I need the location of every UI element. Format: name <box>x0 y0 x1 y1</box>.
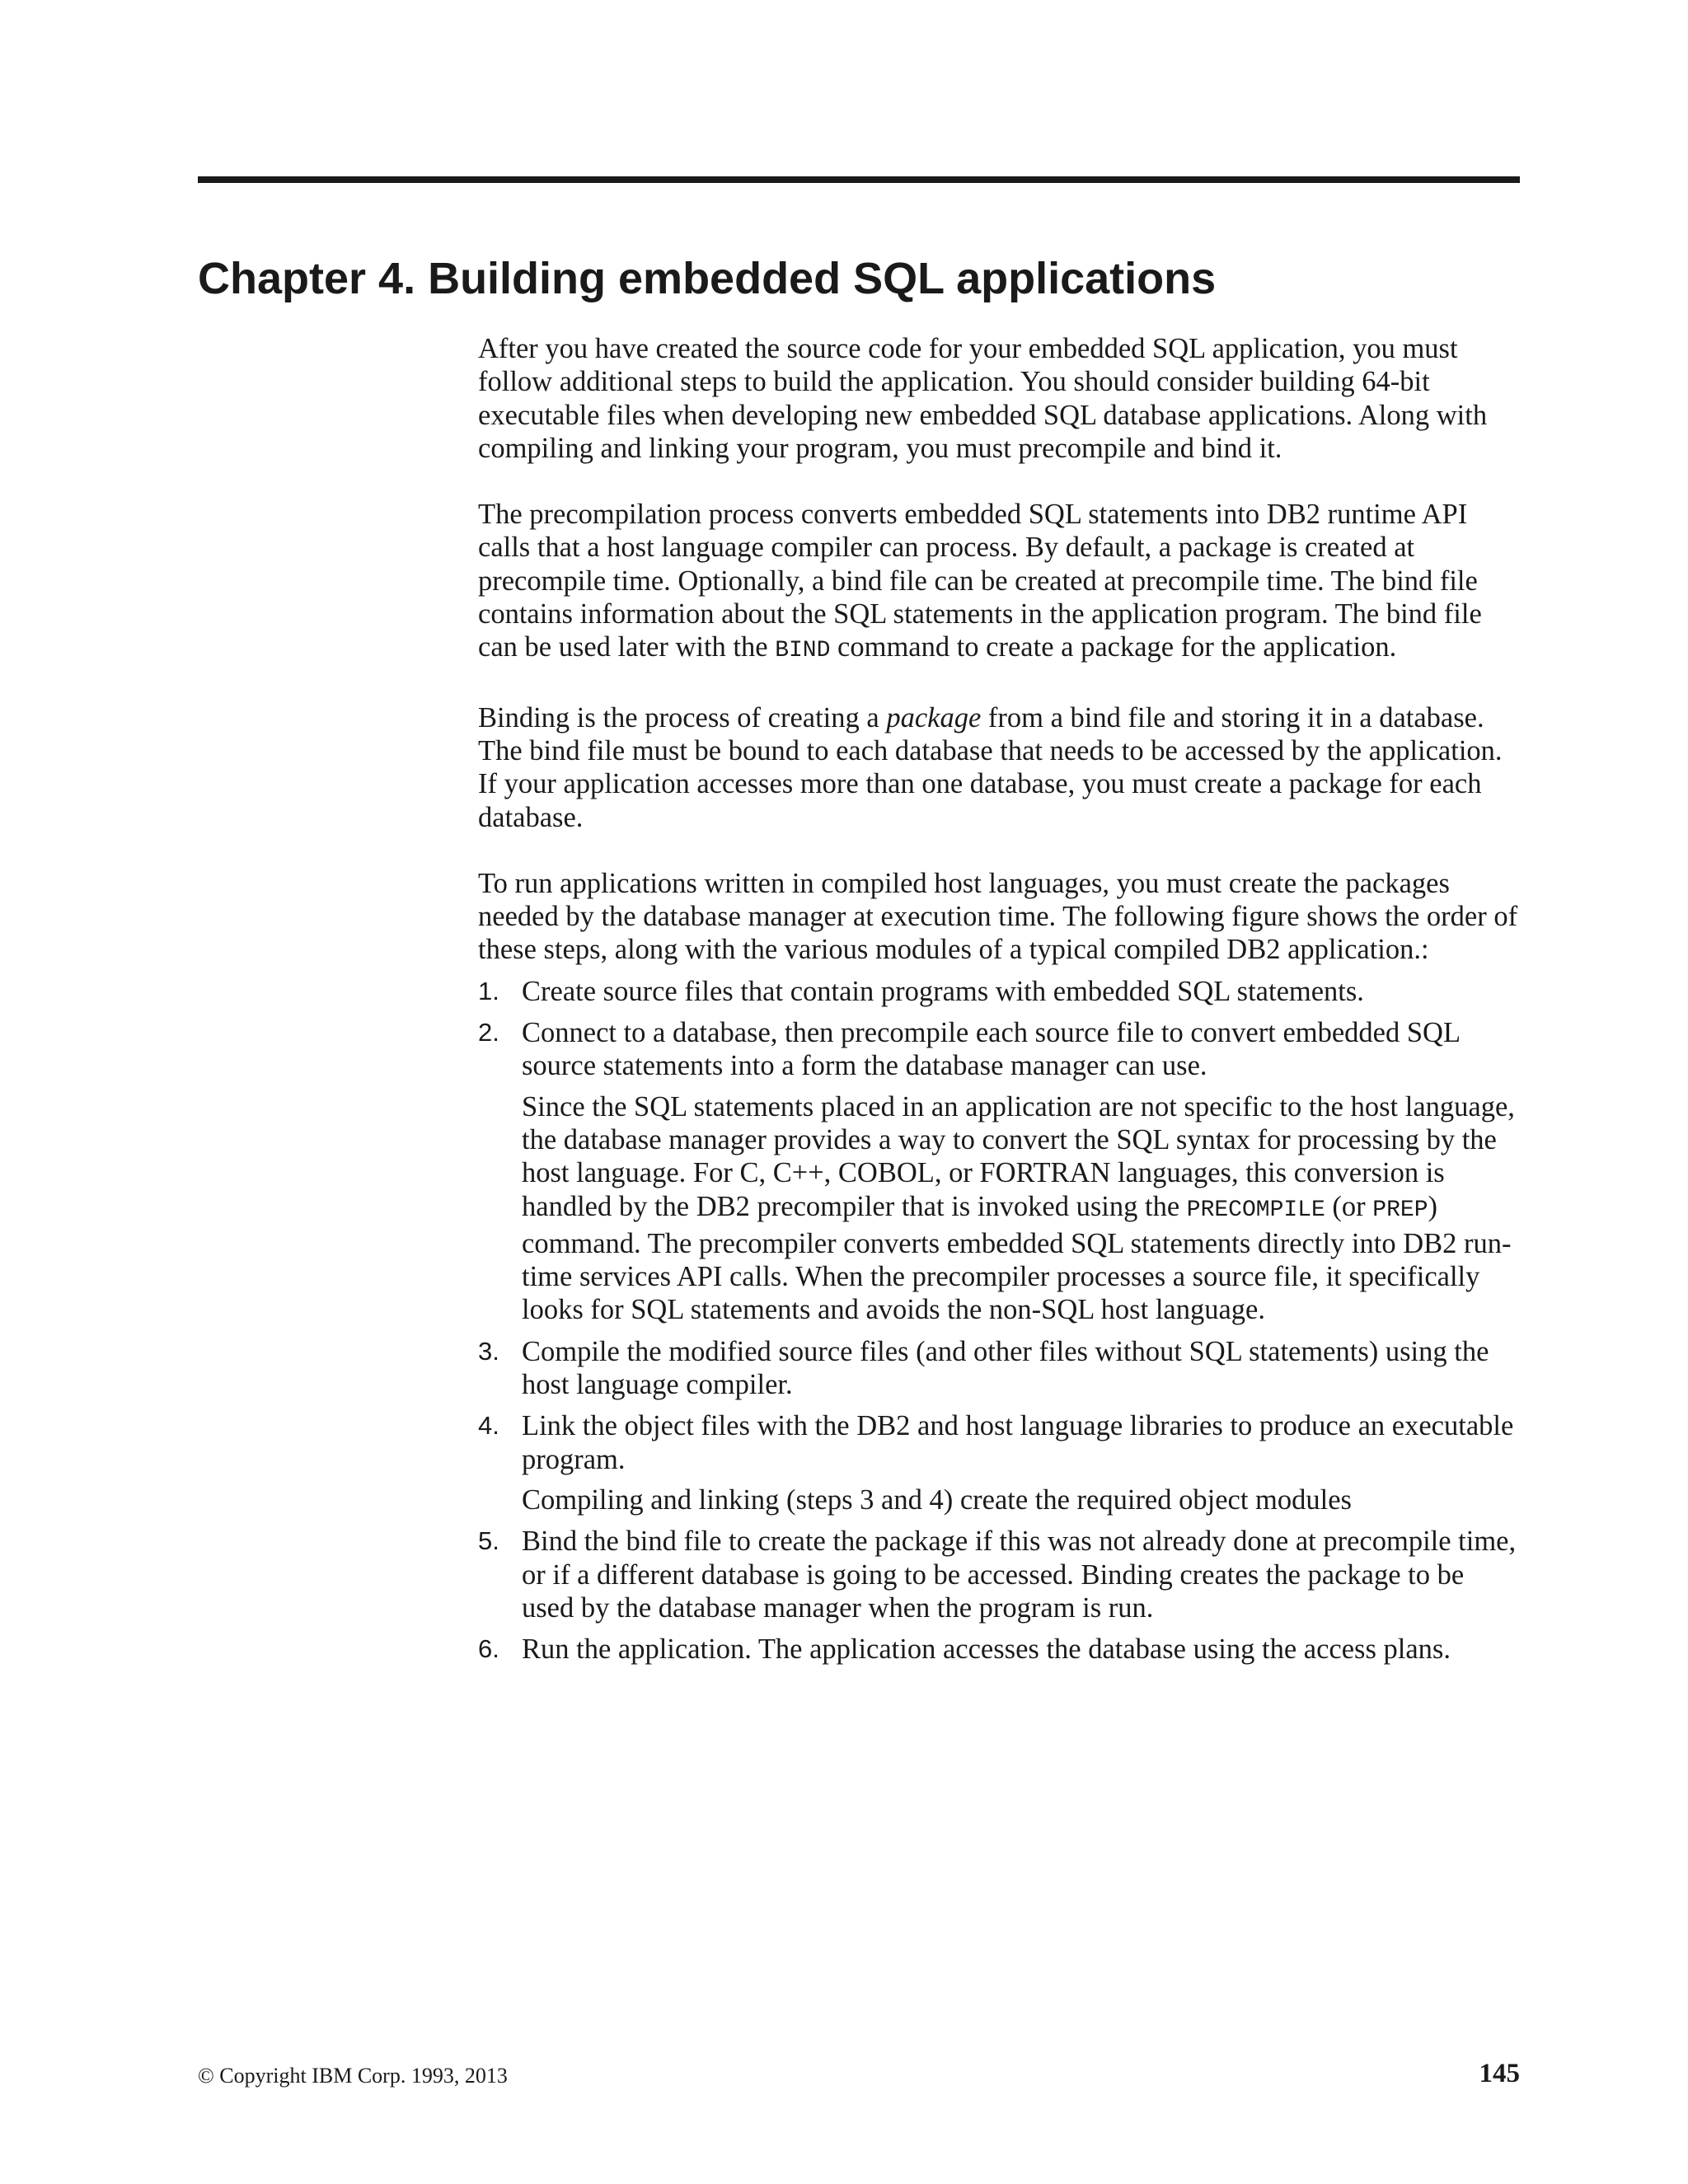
binding-paragraph <box>478 701 1522 834</box>
package-term: package <box>886 701 982 733</box>
step-text: Create source files that contain programs with embedded SQL statements. <box>522 975 1364 1007</box>
build-step-1 <box>478 975 1522 1008</box>
build-step-2 <box>478 1016 1522 1327</box>
step-detail-text-end: ) command. The precompiler converts embedded SQL statements directly into DB2 run-time services API calls. When the precompiler processes a source file, it specifically looks for SQL statements and avoids the non-SQL host language. <box>522 1190 1512 1326</box>
build-step-5 <box>478 1525 1522 1624</box>
copyright-notice: © Copyright IBM Corp. 1993, 2013 <box>198 2064 508 2088</box>
build-step-4 <box>478 1409 1522 1516</box>
step-text: Bind the bind file to create the package if this was not already done at precompile time, or if a different database is going to be accessed. Binding creates the package to be used by the database manager when the program is run. <box>522 1526 1517 1624</box>
step-number: 1. <box>478 976 499 1005</box>
step-number: 2. <box>478 1018 499 1047</box>
step-number: 5. <box>478 1526 499 1556</box>
step-number: 4. <box>478 1411 499 1441</box>
step-text: Compile the modified source files (and other files without SQL statements) using the host language compiler. <box>522 1335 1489 1401</box>
precompilation-paragraph <box>478 498 1522 668</box>
chapter-title: Chapter 4. Building embedded SQL applications <box>198 254 1217 303</box>
prep-command-code: PREP <box>1372 1197 1428 1223</box>
precompilation-text-end: command to create a package for the application. <box>830 631 1397 663</box>
chapter-body <box>478 332 1522 1674</box>
build-steps-list <box>478 975 1522 1666</box>
binding-text-start: Binding is the process of creating a <box>478 701 887 733</box>
build-step-3 <box>478 1335 1522 1402</box>
step-text: Run the application. The application accesses the database using the access plans. <box>522 1633 1451 1666</box>
precompilation-text-start: The precompilation process converts embedded SQL statements into DB2 runtime API calls that a host language compiler can process. By default, a package is created at precompile time. Optionally, a bind file can be created at precompile time. The bind file contains information about the SQL statements in the application program. The bind file can be used later with the <box>478 499 1482 663</box>
step-detail-text-start: Since the SQL statements placed in an application are not specific to the host language, the database manager provides a way to convert the SQL syntax for processing by the host language. For C, C++, COBOL, or FORTRAN languages, this conversion is handled by the DB2 precompiler that is invoked using the <box>522 1090 1515 1222</box>
step-text: Connect to a database, then precompile each source file to convert embedded SQL source statements into a form the database manager can use. <box>522 1017 1460 1082</box>
step-number: 6. <box>478 1634 499 1664</box>
bind-command-code: BIND <box>775 638 831 664</box>
chapter-top-rule <box>198 176 1520 183</box>
step-text: Link the object files with the DB2 and host language libraries to produce an executable program. <box>522 1410 1514 1475</box>
step-number: 3. <box>478 1336 499 1366</box>
page-number: 145 <box>1479 2059 1520 2088</box>
run-applications-paragraph: To run applications written in compiled host languages, you must create the packages needed by the database manager at execution time. The following figure shows the order of these steps, along with the various modules of a typical compiled DB2 application.: <box>478 867 1518 966</box>
precompile-command-code: PRECOMPILE <box>1186 1197 1325 1223</box>
step-detail <box>522 1090 1522 1327</box>
intro-paragraph: After you have created the source code for your embedded SQL application, you must follow additional steps to build the application. You should consider building 64-bit executable files when developing new embedded SQL database applications. Along with compiling and linking your program, you must precompile and bind it. <box>478 333 1488 464</box>
step-detail-text-mid: (or <box>1325 1190 1373 1222</box>
step-detail: Compiling and linking (steps 3 and 4) create the required object modules <box>522 1483 1352 1516</box>
binding-text-end: from a bind file and storing it in a database. The bind file must be bound to each database that needs to be accessed by the application. If your application accesses more than one database, you must create a package for each database. <box>478 701 1503 833</box>
build-step-6 <box>478 1633 1522 1666</box>
